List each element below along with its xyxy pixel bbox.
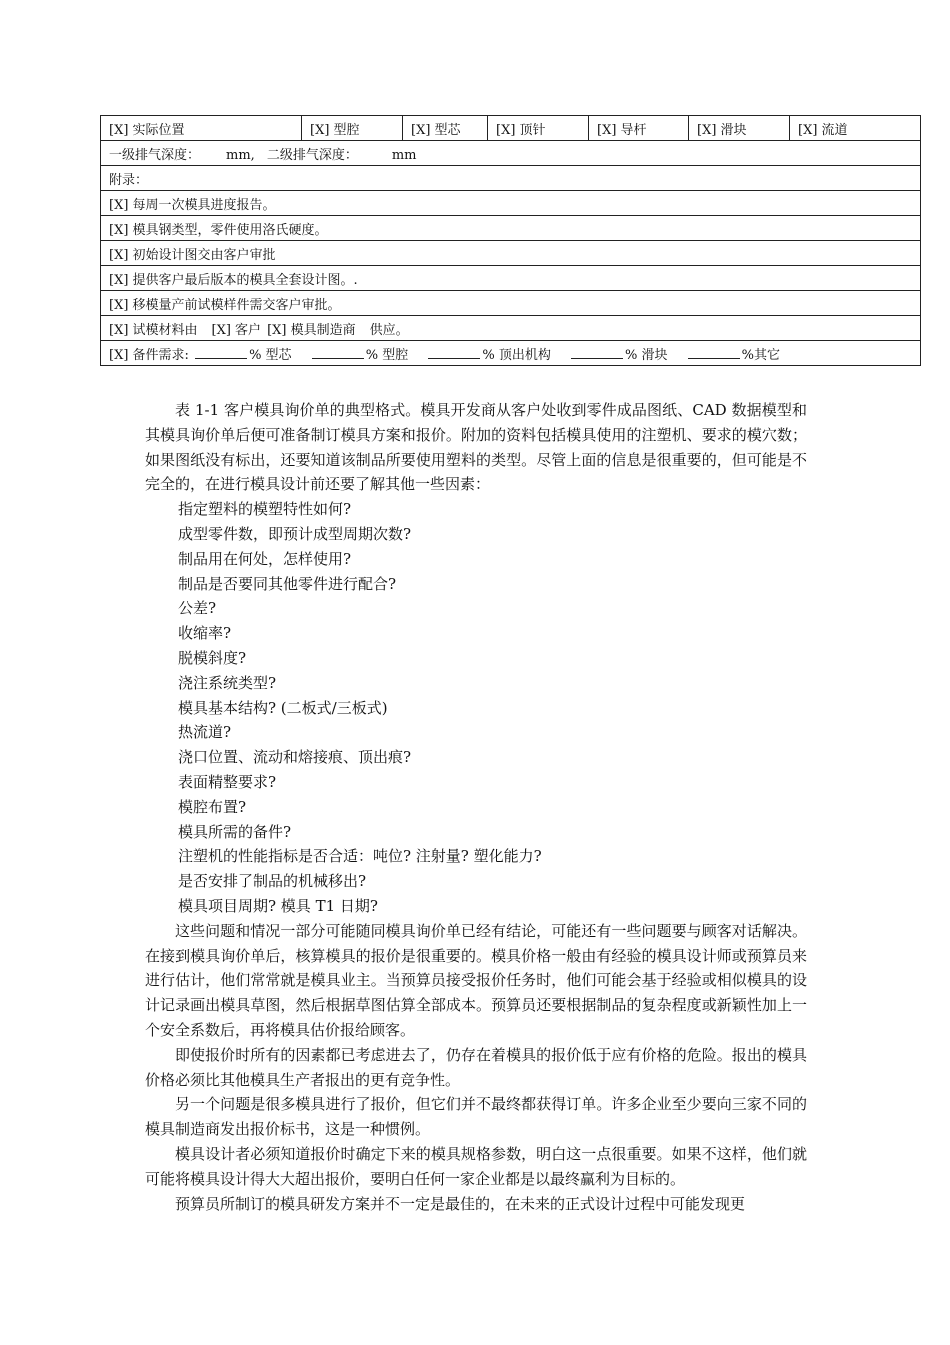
spare-parts-cell (101, 341, 921, 366)
question-item: 热流道? (178, 723, 232, 742)
question-item: 制品是否要同其他零件进行配合? (178, 574, 397, 593)
spare-core: % 型芯 (249, 347, 292, 363)
inquiry-form-table (100, 115, 921, 366)
guide-pin-cell: [X] 导杆 (589, 116, 689, 141)
spare-ejection: % 顶出机构 (482, 347, 551, 363)
appendix-item: [X] 初始设计图交由客户审批 (101, 241, 921, 266)
question-item: 是否安排了制品的机械移出? (178, 872, 367, 891)
appendix-item-row (101, 216, 921, 241)
appendix-item-row (101, 266, 921, 291)
blank-line (571, 346, 623, 359)
exhaust-depth-cell (101, 141, 921, 166)
option-moldmaker: [X] 模具制造商 (267, 322, 356, 338)
appendix-item-row (101, 191, 921, 216)
cavity-cell: [X] 型腔 (302, 116, 403, 141)
appendix-row (101, 166, 921, 191)
body-paragraph: 即使报价时所有的因素都已考虑进去了，仍存在着模具的报价低于应有价格的危险。报出的模具价格必须比其他模具生产者报出的更有竞争性。 (145, 1045, 807, 1089)
spare-slider: % 滑块 (624, 347, 668, 363)
question-item: 脱模斜度? (178, 648, 247, 667)
body-paragraph: 这些问题和情况一部分可能随同模具询价单已经有结论，可能还有一些问题要与顾客对话解决。在接到模具询价单后，核算模具的报价是很重要的。模具价格一般由有经验的模具设计师或预算员来进行估计，他们常常就是模具业主。当预算员接受报价任务时，他们可能会基于经验或相似模具的设计记录画出模具草图，然后根据草图估算全部成本。预算员还要根据制品的复杂程度或新颖性加上一个安全系数后，再将模具估价报给顾客。 (145, 921, 807, 1039)
appendix-item-row (101, 241, 921, 266)
questions-list (145, 497, 807, 919)
appendix-item-row (101, 291, 921, 316)
appendix-item: [X] 模具钢类型，零件使用洛氏硬度。 (101, 216, 921, 241)
ejector-pin-cell: [X] 顶针 (488, 116, 589, 141)
exhaust-label-2: 二级排气深度： (266, 147, 358, 163)
exhaust-unit-2: mm (391, 147, 417, 163)
spare-other: %其它 (741, 347, 780, 363)
question-item: 模具项目周期? 模具 T1 日期? (178, 896, 378, 915)
core-cell: [X] 型芯 (403, 116, 488, 141)
appendix-label: 附录： (101, 166, 921, 191)
question-item: 公差? (178, 599, 217, 618)
body-text (145, 398, 807, 1216)
question-item: 浇口位置、流动和熔接痕、顶出痕? (178, 748, 412, 767)
trial-material-cell (101, 316, 921, 341)
body-paragraph: 模具设计者必须知道报价时确定下来的模具规格参数，明白这一点很重要。如果不这样，他们就可能将模具设计得大大超出报价，要明白任何一家企业都是以最终赢利为目标的。 (145, 1144, 807, 1188)
question-item: 浇注系统类型? (178, 673, 277, 692)
position-row (101, 116, 921, 141)
exhaust-depth-row (101, 141, 921, 166)
blank-line (428, 346, 480, 359)
question-item: 收缩率? (178, 624, 232, 643)
appendix-item: [X] 移模量产前试模样件需交客户审批。 (101, 291, 921, 316)
runner-cell: [X] 流道 (790, 116, 921, 141)
question-item: 模具所需的备件? (178, 822, 292, 841)
intro-paragraph: 表 1-1 客户模具询价单的典型格式。模具开发商从客户处收到零件成品图纸、CAD 数据模型和其模具询价单后便可准备制订模具方案和报价。附加的资料包括模具使用的注塑机、要求的模穴数；如果图纸没有标出，还要知道该制品所要使用塑料的类型。尽管上面的信息是很重要的，但可能是不完全的，在进行模具设计前还要了解其他一些因素： (145, 401, 807, 494)
appendix-item: [X] 提供客户最后版本的模具全套设计图。. (101, 266, 921, 291)
question-item: 制品用在何处，怎样使用? (178, 549, 352, 568)
position-cell: [X] 实际位置 (101, 116, 302, 141)
spare-cavity: % 型腔 (365, 347, 409, 363)
spare-parts-row (101, 341, 921, 366)
blank-line (688, 346, 740, 359)
trial-material-row (101, 316, 921, 341)
blank-line (195, 346, 247, 359)
blank-line (312, 346, 364, 359)
question-item: 成型零件数，即预计成型周期次数? (178, 524, 412, 543)
exhaust-unit-1: mm, (226, 147, 255, 163)
exhaust-label-1: 一级排气深度： (109, 147, 201, 163)
question-item: 表面精整要求? (178, 772, 277, 791)
slider-cell: [X] 滑块 (689, 116, 790, 141)
appendix-item: [X] 每周一次模具进度报告。 (101, 191, 921, 216)
question-item: 注塑机的性能指标是否合适：吨位? 注射量? 塑化能力? (178, 847, 542, 866)
trial-material-suffix: 供应。 (369, 322, 409, 338)
body-paragraph: 预算员所制订的模具研发方案并不一定是最佳的，在未来的正式设计过程中可能发现更 (175, 1194, 746, 1213)
option-customer: [X] 客户 (211, 322, 262, 338)
question-item: 模具基本结构? (二板式/三板式) (178, 698, 388, 717)
question-item: 模腔布置? (178, 797, 247, 816)
body-paragraph: 另一个问题是很多模具进行了报价，但它们并不最终都获得订单。许多企业至少要向三家不同的模具制造商发出报价标书，这是一种惯例。 (145, 1095, 807, 1139)
spare-parts-label: [X] 备件需求: (109, 347, 189, 363)
trial-material-prefix: [X] 试模材料由 (109, 322, 198, 338)
question-item: 指定塑料的模塑特性如何? (178, 500, 352, 519)
